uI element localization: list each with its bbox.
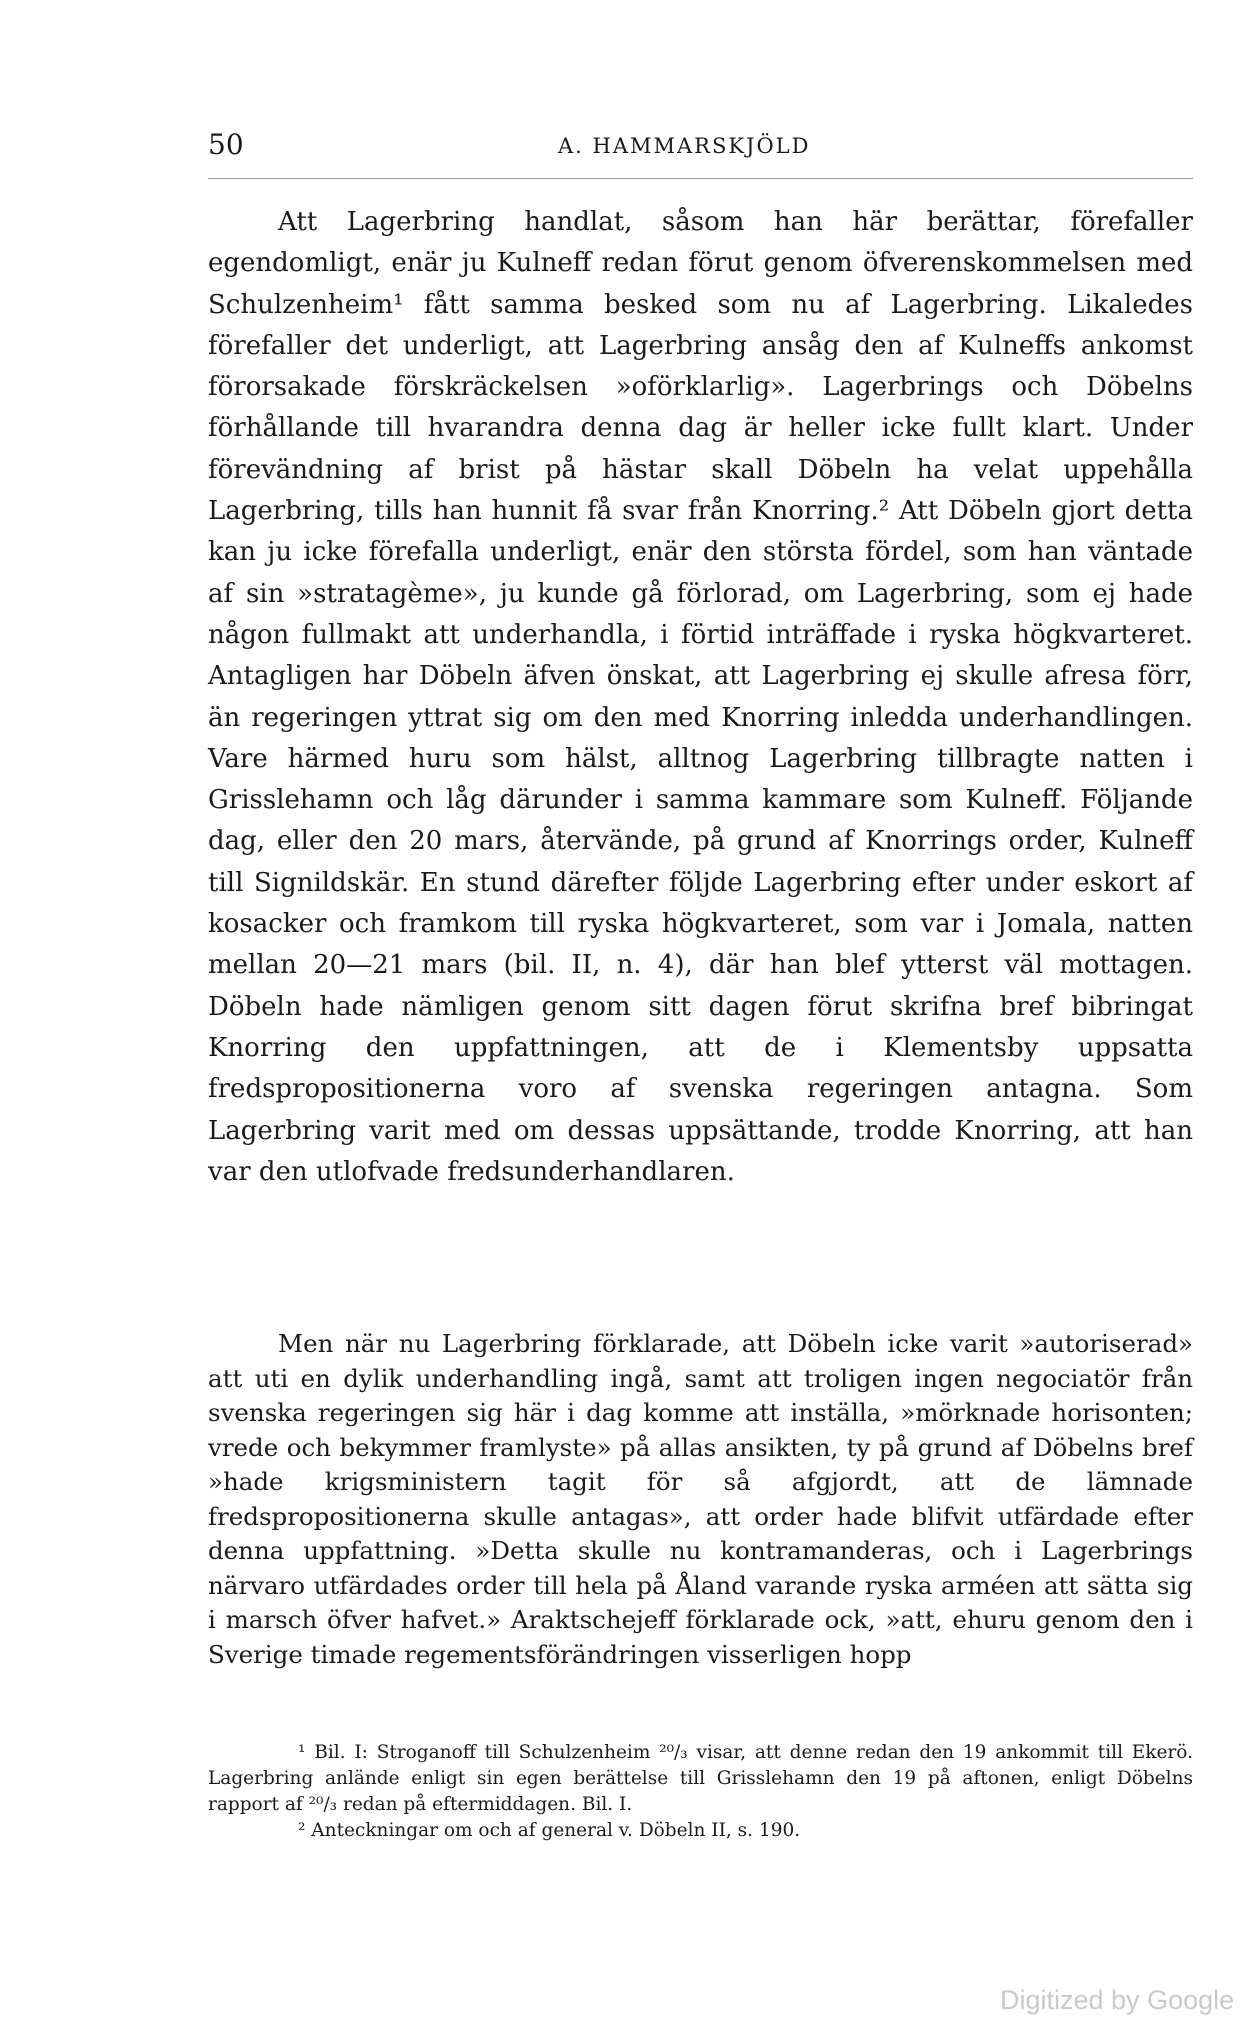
running-head: A. HAMMARSKJÖLD — [558, 134, 811, 158]
footnotes — [208, 1740, 1193, 1844]
paragraph-2: Men när nu Lagerbring förklarade, att Döbeln icke varit »autoriserad» att uti en dylik underhandling ingå, samt att troligen ingen negociatör från svenska regeringen sig här i dag komme att inställa, »mörknade horisonten; vrede och bekymmer framlyste» på allas ansikten, ty på grund af Döbelns bref »hade krigsministern tagit för så afgjordt, att de lämnade fredspropositionerna skulle antagas», att order hade blifvit utfärdade efter denna uppfattning. »Detta skulle nu kontramanderas, och i Lagerbrings närvaro utfärdades order till hela på Åland varande ryska arméen att sätta sig i marsch öfver hafvet.» Araktschejeff förklarade ock, »att, ehuru genom den i Sverige timade regementsförändringen visserligen hopp — [208, 1329, 1193, 1669]
footnote-2: ² Anteckningar om och af general v. Döbeln II, s. 190. — [298, 1820, 801, 1841]
page-header — [208, 128, 1193, 168]
page-number: 50 — [208, 128, 244, 161]
google-watermark: Digitized by Google — [1000, 1985, 1235, 2015]
footnote-1: ¹ Bil. I: Stroganoff till Schulzenheim ²⁰/₃ visar, att denne redan den 19 ankommit till Ekerö. Lagerbring anlände enligt sin egen berättelse till Grisslehamn den 19 på aftonen, enligt Döbelns rapport af ²⁰/₃ redan på eftermiddagen. Bil. I. — [208, 1742, 1193, 1815]
header-rule — [208, 178, 1193, 179]
paragraph-1: Att Lagerbring handlat, såsom han här berättar, förefaller egendomligt, enär ju Kulneff redan förut genom öfverenskommelsen med Schulzenheim¹ fått samma besked som nu af Lagerbring. Likaledes förefaller det underligt, att Lagerbring ansåg den af Kulneffs ankomst förorsakade förskräckelsen »oförklarlig». Lagerbrings och Döbelns förhållande till hvarandra denna dag är heller icke fullt klart. Under förevändning af brist på hästar skall Döbeln ha velat uppehålla Lagerbring, tills han hunnit få svar från Knorring.² Att Döbeln gjort detta kan ju icke förefalla underligt, enär den största fördel, som han väntade af sin »stratagème», ju kunde gå förlorad, om Lagerbring, som ej hade någon fullmakt att underhandla, i förtid inträffade i ryska högkvarteret. Antagligen har Döbeln äfven önskat, att Lagerbring ej skulle afresa förr, än regeringen yttrat sig om den med Knorring inledda underhandlingen. Vare härmed huru som hälst, alltnog Lagerbring tillbragte natten i Grisslehamn och låg därunder i samma kammare som Kulneff. Följande dag, eller den 20 mars, återvände, på grund af Knorrings order, Kulneff till Signildskär. En stund därefter följde Lagerbring efter under eskort af kosacker och framkom till ryska högkvarteret, som var i Jomala, natten mellan 20—21 mars (bil. II, n. 4), där han blef ytterst väl mottagen. Döbeln hade nämligen genom sitt dagen förut skrifna bref bibringat Knorring den uppfattningen, att de i Klementsby uppsatta fredspropositionerna voro af svenska regeringen antagna. Som Lagerbring varit med om dessas uppsättande, trodde Knorring, att han var den utlofvade fredsunderhandlaren. — [208, 207, 1193, 1187]
